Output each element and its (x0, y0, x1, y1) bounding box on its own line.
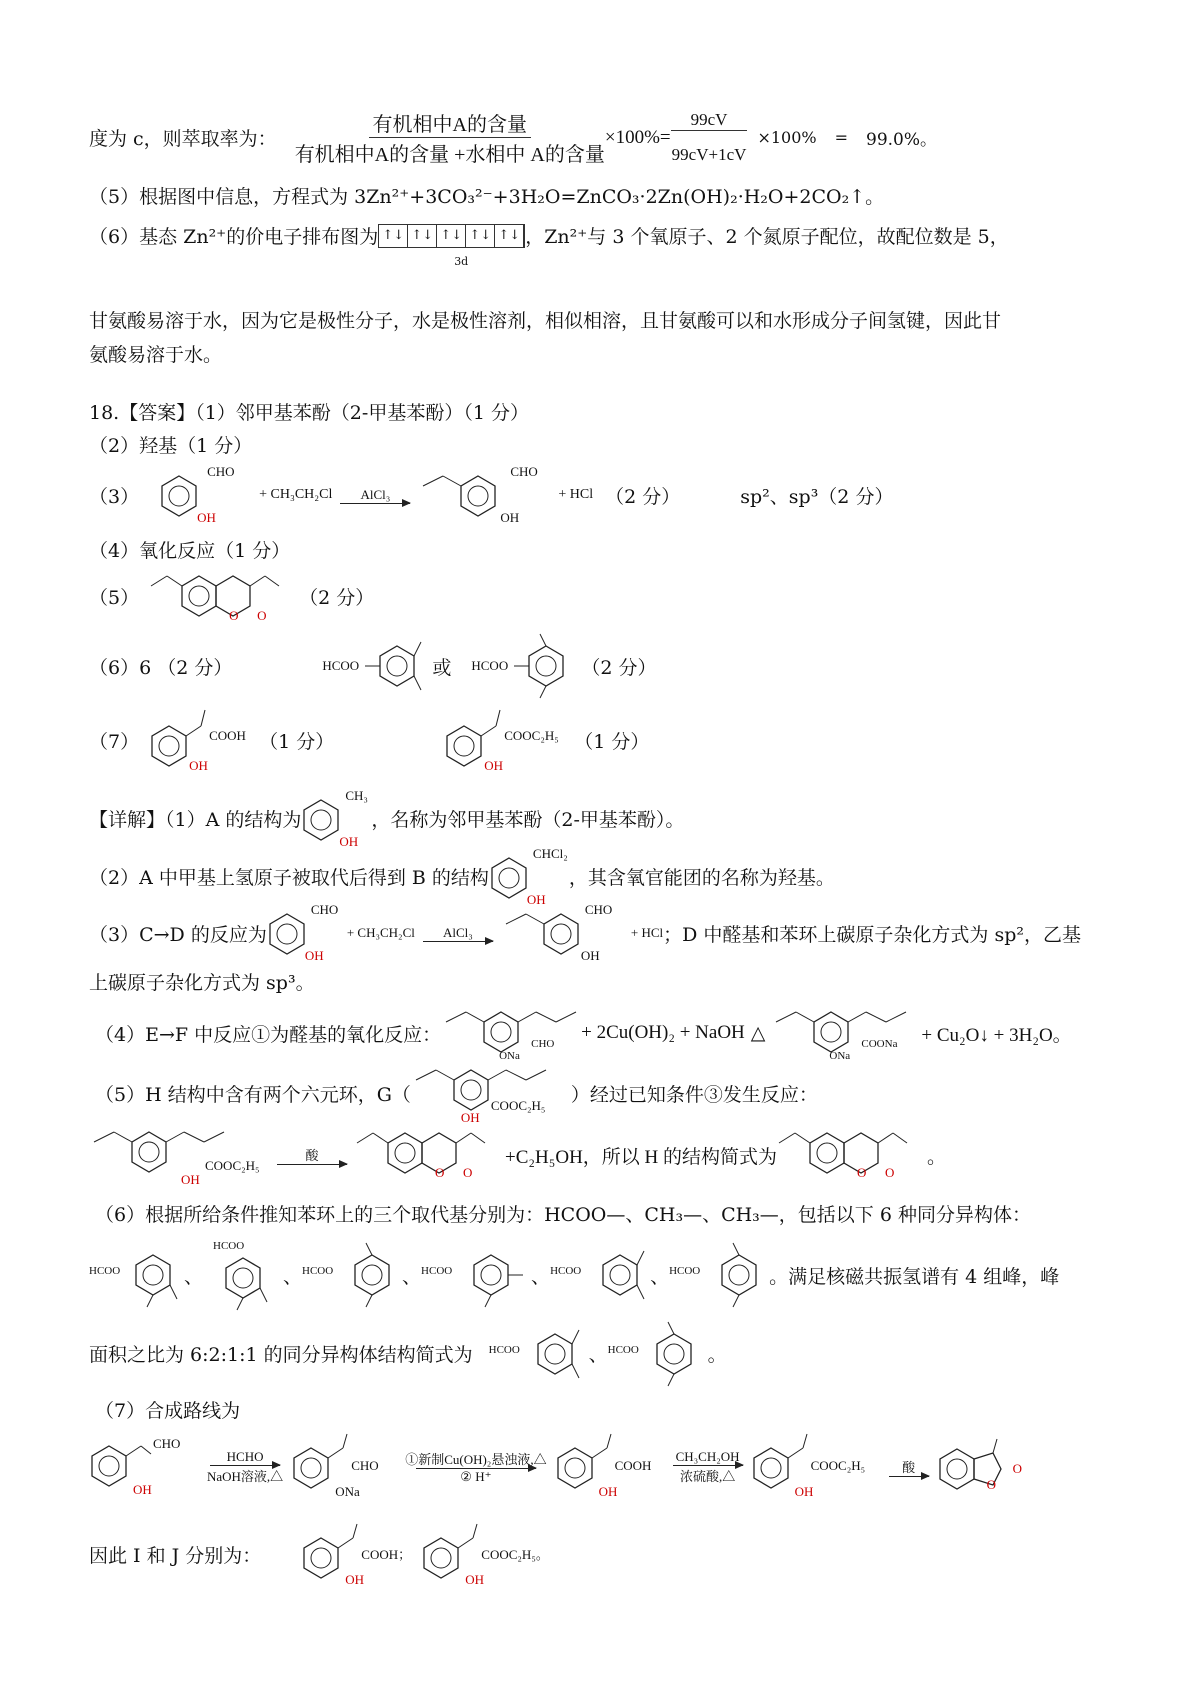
text: 。 (927, 1145, 947, 1168)
label: O (857, 1165, 867, 1180)
reaction-arrow (207, 1449, 283, 1485)
label: OH (500, 510, 520, 525)
isomer-answer-2 (608, 1322, 708, 1384)
molecule-acid (149, 708, 259, 772)
label: COOC₂H₅ (810, 1458, 866, 1473)
paragraph: 氨酸易溶于水。 (89, 344, 223, 366)
label: CHO (351, 1458, 379, 1473)
orbital-box: ↑↓ (437, 225, 466, 247)
label: CHO (584, 902, 613, 917)
label: O (1012, 1461, 1022, 1476)
text: 或 (432, 656, 452, 679)
molecule-d (501, 904, 631, 962)
label: CHO (531, 1038, 555, 1050)
label: O (435, 1165, 445, 1180)
orbital-diagram (378, 224, 525, 268)
paragraph: 上碳原子杂化方式为 sp³。 (89, 972, 315, 994)
label: OH (189, 758, 208, 773)
label: OH (526, 892, 546, 907)
condition: 酸 (305, 1148, 319, 1163)
answer-4: （4）氧化反应（1 分） (89, 540, 291, 562)
label: OH (339, 834, 359, 849)
detail-3 (89, 904, 1081, 962)
label: OH (133, 1482, 152, 1497)
text: 。满足核磁共振氢谱有 4 组峰，峰 (769, 1265, 1060, 1288)
molecule-o-cresol (301, 788, 371, 849)
answer-7 (89, 708, 649, 772)
label: HCOO (421, 1265, 453, 1277)
fraction-2 (671, 110, 748, 165)
extraction-rate-line (89, 108, 937, 167)
reaction-arrow (277, 1145, 347, 1165)
route-product (937, 1437, 1047, 1497)
condition: ①新制Cu(OH)₂悬浊液,△ (405, 1452, 547, 1467)
isomer-answer-1 (489, 1322, 589, 1384)
answer-heading: 18.【答案】（1）邻甲基苯酚（2-甲基苯酚）（1 分） (89, 402, 529, 424)
text: （2）A 中甲基上氢原子被取代后得到 B 的结构 (89, 866, 489, 889)
label: COOH； (361, 1547, 412, 1562)
label: COONa (861, 1038, 898, 1050)
reaction-arrow (673, 1449, 743, 1485)
label: O (885, 1165, 895, 1180)
condition: 浓硫酸,△ (679, 1469, 736, 1484)
text: （1 分） (259, 730, 335, 753)
route-intermediate-1 (291, 1432, 391, 1502)
text: = (834, 128, 849, 147)
label: O (257, 608, 267, 623)
text: ）经过已知条件③发生反应： (570, 1083, 818, 1106)
molecule-c (267, 904, 347, 962)
text: + CH₃CH₂Cl (346, 925, 415, 940)
label: OH (484, 758, 504, 773)
denominator: 有机相中A的含量 +水相中 A的含量 (294, 144, 605, 166)
separator: 、 (184, 1265, 204, 1288)
text: + HCl (630, 925, 664, 940)
text: 因此 I 和 J 分别为： (89, 1544, 262, 1567)
route-intermediate-2 (555, 1432, 665, 1502)
isomer-1 (89, 1245, 184, 1305)
orbital-box: ↑↓ (408, 225, 437, 247)
orbital-box: ↑↓ (495, 225, 524, 247)
condition: AlCl₃ (360, 486, 391, 502)
route-start (89, 1432, 199, 1502)
paragraph: 甘氨酸易溶于水，因为它是极性分子，水是极性溶剂，相似相溶，且甘氨酸可以和水形成分子间氢键，因此甘 (89, 310, 1002, 332)
text: （2 分） (581, 656, 657, 679)
label: HCOO (471, 658, 509, 673)
text: + CH₃CH₂Cl (259, 487, 333, 502)
reaction-arrow (889, 1457, 929, 1477)
text: ，名称为邻甲基苯酚（2-甲基苯酚）。 (371, 808, 685, 831)
molecule-ester (444, 708, 574, 772)
label: OH (181, 1172, 200, 1187)
label: OH (345, 1572, 365, 1587)
text: 99.0%。 (866, 130, 938, 150)
label: COOC₂H₅ (490, 1098, 546, 1113)
detail-2 (89, 846, 835, 907)
label: O (229, 608, 239, 623)
numerator: 99cV (671, 110, 748, 131)
condition: CH₃CH₂OH (675, 1449, 740, 1464)
reaction-arrow (340, 487, 410, 504)
synthesis-route (89, 1432, 1047, 1502)
lactonization-reaction (89, 1122, 946, 1188)
molecule-g (89, 1122, 269, 1188)
denominator: 99cV+1cV (671, 145, 747, 164)
isomer-list (89, 1240, 1059, 1310)
text: 【详解】（1）A 的结构为 (89, 808, 302, 831)
condition: ② H⁺ (460, 1469, 492, 1484)
molecule-e (441, 1004, 581, 1062)
label: OH (460, 1110, 480, 1125)
label: HCOO (488, 1344, 520, 1356)
reaction-arrow (423, 925, 493, 942)
fraction-1 (295, 108, 605, 167)
label: ONa (499, 1050, 520, 1062)
orbital-label: 3d (454, 254, 469, 268)
text: +C₂H₅OH，所以 H 的结构简式为 (505, 1146, 778, 1168)
label: ONa (829, 1050, 851, 1062)
label: OH (197, 510, 216, 525)
separator: 、 (588, 1343, 608, 1366)
isomer-2 (203, 1240, 283, 1310)
label: ONa (335, 1484, 360, 1499)
label: CHO (153, 1436, 181, 1451)
label: HCOO (302, 1265, 334, 1277)
isomer-5 (550, 1245, 650, 1305)
text: （6）6 （2 分） (89, 656, 233, 679)
label: OH (465, 1572, 485, 1587)
text: ；D 中醛基和苯环上碳原子杂化方式为 sp²，乙基 (663, 923, 1081, 946)
text: ×100%= (604, 126, 671, 148)
paragraph: （6）根据所给条件推知苯环上的三个取代基分别为：HCOO—、CH₃—、CH₃—，包括以下 6 种同分异构体： (95, 1204, 1031, 1226)
molecule-product (418, 466, 558, 524)
text: （1 分） (574, 730, 650, 753)
label: COOH (209, 728, 246, 743)
label: HCOO (550, 1265, 582, 1277)
detail-4 (95, 1004, 1072, 1062)
text: （4）E→F 中反应①为醛基的氧化反应： (95, 1023, 442, 1046)
label: CHO (207, 464, 235, 479)
text: + HCl (558, 487, 594, 502)
condition: AlCl₃ (442, 924, 473, 940)
label: OH (580, 948, 600, 963)
molecule-coumarin (149, 572, 289, 623)
text: 。 (707, 1343, 727, 1366)
text: + 2Cu(OH)₂ + NaOH (581, 1022, 745, 1043)
molecule-h (355, 1127, 505, 1183)
text: （5） (89, 586, 140, 609)
numerator: 有机相中A的含量 (369, 108, 531, 138)
condition: NaOH溶液,△ (207, 1469, 284, 1484)
text: ，其含氧官能团的名称为羟基。 (568, 866, 835, 889)
conclusion (89, 1522, 551, 1586)
text: + Cu₂O↓ + 3H₂O。 (921, 1024, 1072, 1046)
text: 度为 c，则萃取率为： (89, 128, 277, 150)
separator: 、 (402, 1265, 422, 1288)
detail-5 (95, 1062, 818, 1124)
text: 面积之比为 6:2:1:1 的同分异构体结构简式为 (89, 1343, 473, 1366)
orbital-line (89, 222, 1009, 268)
detail-1 (89, 788, 685, 849)
isomer-answer (89, 1322, 727, 1384)
isomer-3 (302, 1245, 402, 1305)
label: OH (304, 948, 324, 963)
text: （2 分） (605, 485, 681, 508)
label: HCOO (669, 1265, 701, 1277)
answer-6 (89, 636, 657, 696)
label: COOC₂H₅ (205, 1158, 260, 1173)
reaction-arrow (405, 1449, 546, 1485)
label: HCOO (322, 658, 360, 673)
heat-arrow: △ (750, 1022, 766, 1044)
separator: 、 (531, 1265, 551, 1288)
text: （5）H 结构中含有两个六元环，G（ (95, 1083, 411, 1106)
label: COOH (614, 1458, 652, 1473)
text: （6）基态 Zn²⁺的价电子排布图为 (89, 226, 379, 248)
paragraph: （7）合成路线为 (95, 1400, 241, 1422)
label: CHO (310, 902, 339, 917)
label: HCOO (89, 1265, 121, 1277)
label: OH (794, 1484, 814, 1499)
condition: 酸 (902, 1460, 916, 1475)
text: （2 分） (299, 586, 375, 609)
text: （3）C→D 的反应为 (89, 923, 267, 946)
molecule-h (777, 1127, 927, 1183)
answer-5 (89, 572, 375, 623)
label: COOC₂H₅ (504, 728, 559, 743)
label: CH₃ (345, 788, 368, 803)
answer-3 (89, 466, 893, 524)
orbital-box: ↑↓ (379, 225, 408, 247)
text: （7） (89, 730, 140, 753)
molecule-j (421, 1522, 551, 1586)
label: HCOO (213, 1240, 245, 1252)
label: OH (598, 1484, 618, 1499)
molecule-isomer (471, 636, 581, 696)
label: CHO (510, 464, 538, 479)
orbital-box: ↑↓ (466, 225, 495, 247)
label: O (986, 1477, 996, 1492)
molecule-f (771, 1004, 921, 1062)
label: CHCl₂ (532, 846, 568, 861)
text: ，Zn²⁺与 3 个氧原子、2 个氮原子配位，故配位数是 5， (525, 226, 1009, 248)
label: HCOO (607, 1344, 639, 1356)
label: O (463, 1165, 473, 1180)
molecule-b (489, 846, 569, 907)
molecule-i (301, 1522, 421, 1586)
isomer-4 (421, 1245, 531, 1305)
text: sp²、sp³（2 分） (740, 485, 894, 508)
answer-2: （2）羟基（1 分） (89, 435, 253, 457)
separator: 、 (283, 1265, 303, 1288)
isomer-6 (669, 1245, 769, 1305)
text: （3） (89, 485, 140, 508)
paragraph: （5）根据图中信息，方程式为 3Zn²⁺+3CO₃²⁻+3H₂O=ZnCO₃·2Zn(OH)₂·H₂O+2CO₂↑。 (89, 186, 885, 208)
separator: 、 (650, 1265, 670, 1288)
molecule-salicylaldehyde (159, 466, 259, 524)
label: COOC₂H₅。 (481, 1547, 549, 1562)
molecule-g (411, 1062, 571, 1124)
molecule-isomer (322, 636, 432, 696)
route-intermediate-3 (751, 1432, 881, 1502)
condition: HCHO (226, 1449, 264, 1464)
text: ×100% (757, 128, 817, 147)
